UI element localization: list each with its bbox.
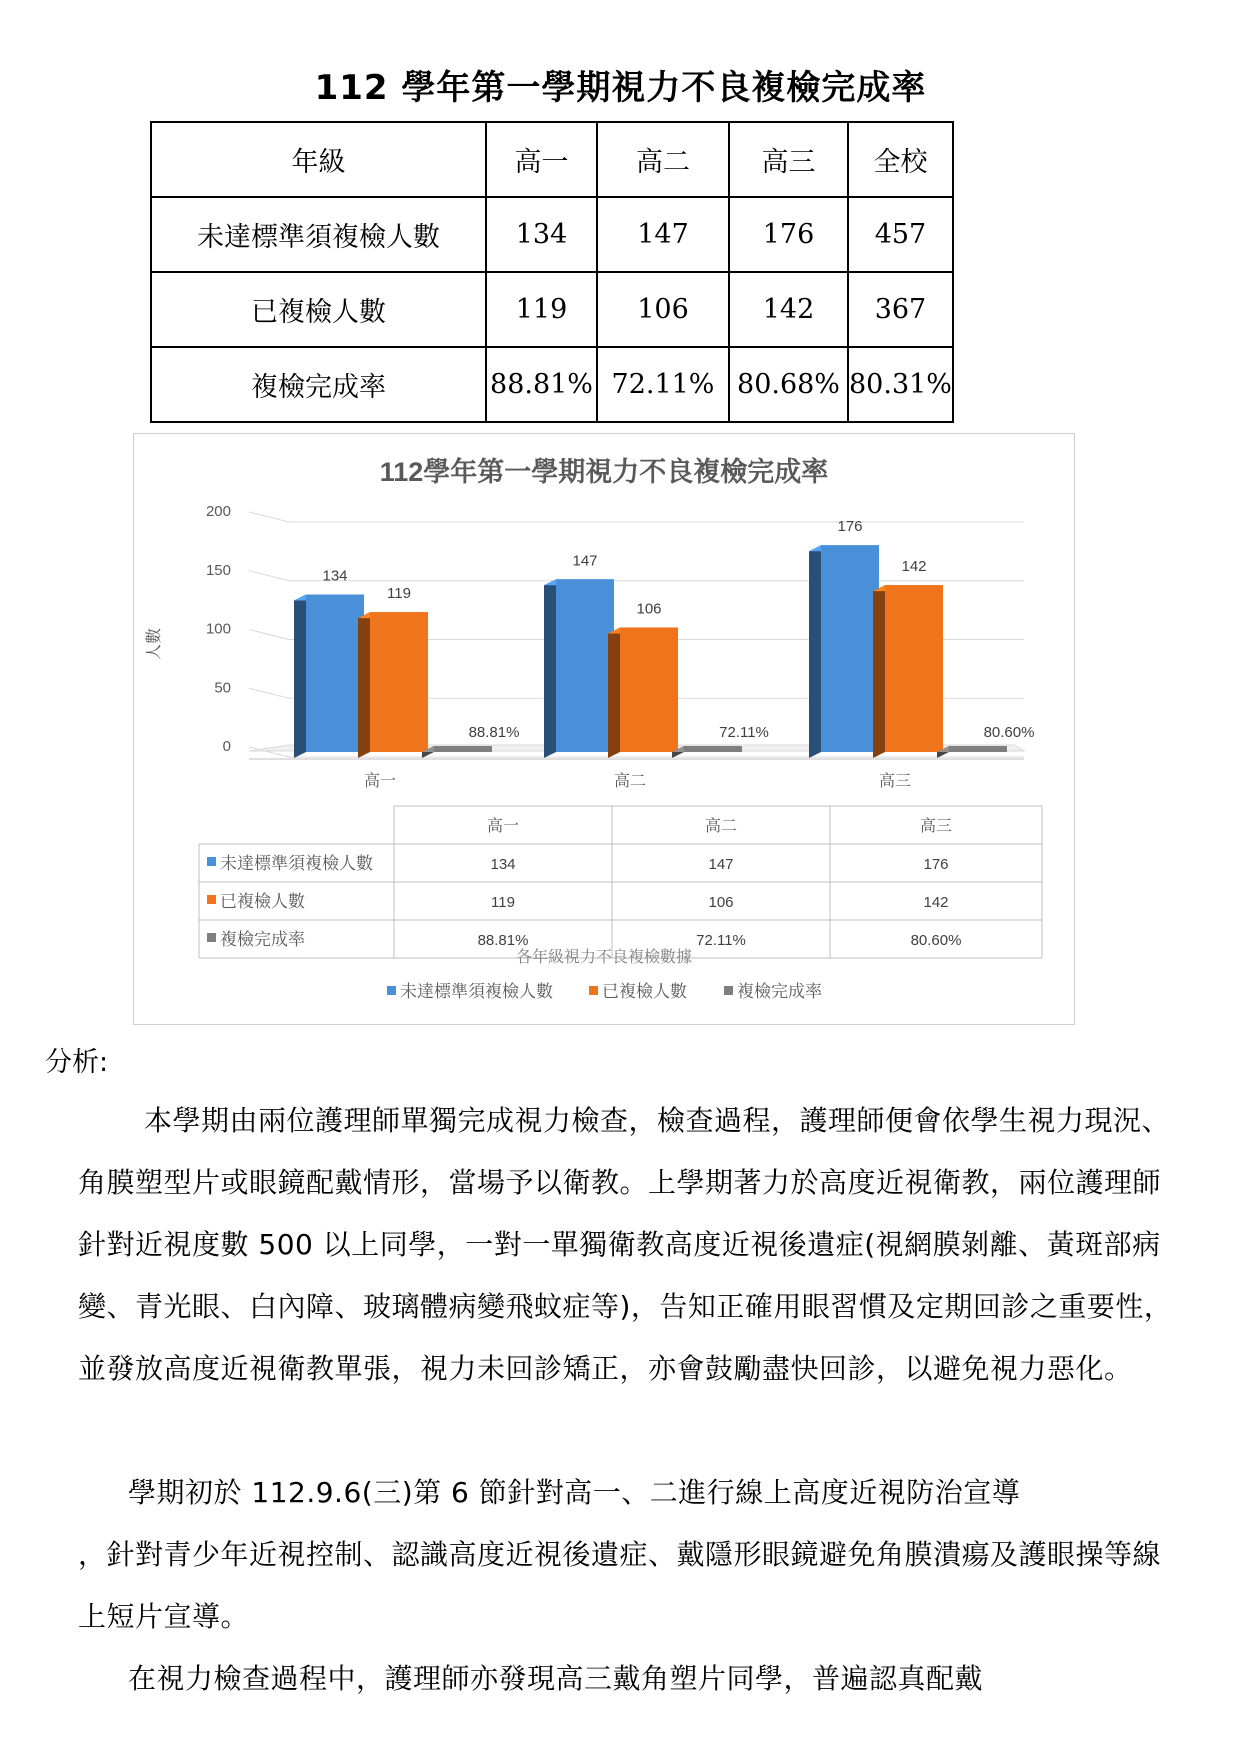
table-header: 高二 <box>704 818 738 835</box>
data-label: 80.60% <box>983 724 1035 741</box>
bar-side <box>809 545 821 758</box>
chart-container <box>133 433 1075 1025</box>
series-name: 未達標準須複檢人數 <box>220 854 373 873</box>
table-header-row <box>151 122 953 197</box>
bar <box>620 627 678 752</box>
series-name: 已複檢人數 <box>220 892 305 911</box>
table-value: 88.81% <box>477 932 529 949</box>
analysis-paragraph-2 <box>48 1462 1188 1648</box>
table-value: 147 <box>708 856 734 873</box>
legend-swatch <box>589 986 598 995</box>
table-cell: 367 <box>848 272 953 347</box>
legend-label: 已複檢人數 <box>602 982 687 1001</box>
table-cell: 134 <box>486 197 597 272</box>
analysis-heading: 分析: <box>45 1047 109 1078</box>
chart-title: 112學年第一學期視力不良複檢完成率 <box>379 457 829 487</box>
data-label: 142 <box>901 558 927 576</box>
table-header: 高三 <box>919 818 953 835</box>
legend-swatch <box>387 986 396 995</box>
gridline-slant <box>249 571 289 581</box>
gridline-slant <box>249 688 289 698</box>
paragraph-text: 本學期由兩位護理師單獨完成視力檢查，檢查過程，護理師便會依學生視力現況、角膜塑型片或眼鏡配戴情形，當場予以衛教。上學期著力於高度近視衛教，兩位護理師針對近視度數 500 以上同學，一對一單獨衛教高度近視後遺症(視網膜剝離、黃斑部病變、青光眼、白內障、玻璃體病變飛蚊症等)，告知正確用眼習慣及定期回診之重要性，並發放高度近視衛教單張，視力未回診矯正，亦會鼓勵盡快回診，以避免視力惡化。 <box>78 1104 1173 1385</box>
table-row <box>151 347 953 422</box>
table-cell: 457 <box>848 197 953 272</box>
analysis-paragraph-3 <box>128 1648 1188 1710</box>
bar-side <box>358 612 370 758</box>
gridline-slant <box>249 512 289 522</box>
x-tick-label: 高一 <box>363 773 397 790</box>
legend-key <box>207 933 216 942</box>
table-cell: 80.31% <box>848 347 953 422</box>
legend-label: 複檢完成率 <box>737 982 822 1001</box>
bar <box>434 746 492 752</box>
bar <box>949 746 1007 752</box>
row-label: 未達標準須複檢人數 <box>151 197 486 272</box>
bar-side <box>608 627 620 758</box>
series-name: 複檢完成率 <box>220 930 305 949</box>
y-tick-label: 50 <box>214 679 231 697</box>
table-cell: 142 <box>729 272 848 347</box>
table-row <box>151 272 953 347</box>
header-cell: 全校 <box>848 122 953 197</box>
x-tick-label: 高二 <box>613 773 647 790</box>
header-cell: 高三 <box>729 122 848 197</box>
table-header: 高一 <box>486 818 520 835</box>
data-label: 119 <box>387 585 411 603</box>
header-cell: 高一 <box>486 122 597 197</box>
legend-key <box>207 857 216 866</box>
table-value: 106 <box>708 894 734 911</box>
header-cell: 年級 <box>151 122 486 197</box>
data-label: 88.81% <box>468 724 520 741</box>
gridline-slant <box>249 630 289 640</box>
table-cell: 176 <box>729 197 848 272</box>
paragraph-text: 學期初於 112.9.6(三)第 6 節針對高一、二進行線上高度近視防治宣導 <box>128 1476 1021 1509</box>
table-value: 80.60% <box>910 932 962 949</box>
table-row <box>151 197 953 272</box>
data-label: 72.11% <box>719 724 769 741</box>
bar <box>684 746 742 752</box>
data-label: 147 <box>572 552 598 570</box>
table-cell: 88.81% <box>486 347 597 422</box>
table-cell: 106 <box>597 272 729 347</box>
table-cell: 72.11% <box>597 347 729 422</box>
legend-swatch <box>724 986 733 995</box>
legend-key <box>207 895 216 904</box>
bar-side <box>294 595 306 758</box>
data-label: 176 <box>837 518 863 536</box>
y-tick-label: 150 <box>205 561 231 579</box>
table-value: 119 <box>491 894 515 911</box>
row-label: 複檢完成率 <box>151 347 486 422</box>
table-cell: 80.68% <box>729 347 848 422</box>
document-title: 112 學年第一學期視力不良複檢完成率 <box>314 68 927 108</box>
bar <box>306 595 364 752</box>
y-tick-label: 0 <box>222 738 231 755</box>
table-cell: 119 <box>486 272 597 347</box>
bar <box>885 585 943 752</box>
x-axis-label: 各年級視力不良複檢數據 <box>515 949 693 966</box>
row-label: 已複檢人數 <box>151 272 486 347</box>
bar-side <box>873 585 885 758</box>
bar <box>370 612 428 752</box>
x-tick-label: 高三 <box>878 773 912 790</box>
header-cell: 高二 <box>597 122 729 197</box>
y-tick-label: 100 <box>205 620 231 638</box>
bar <box>556 579 614 752</box>
data-label: 134 <box>322 567 348 585</box>
table-value: 176 <box>923 856 949 873</box>
analysis-paragraph-1 <box>78 1090 1188 1400</box>
bar <box>821 545 879 752</box>
table-value: 142 <box>923 894 949 911</box>
y-tick-label: 200 <box>205 503 231 520</box>
table-value: 134 <box>490 856 516 873</box>
paragraph-text: ，針對青少年近視控制、認識高度近視後遺症、戴隱形眼鏡避免角膜潰瘍及護眼操等線上短片宣導。 <box>78 1538 1162 1633</box>
data-label: 106 <box>636 600 662 618</box>
bar-side <box>544 579 556 758</box>
recheck-stats-table <box>150 121 954 423</box>
paragraph-text: 在視力檢查過程中，護理師亦發現高三戴角塑片同學，普遍認真配戴 <box>128 1662 984 1695</box>
bar-chart <box>134 434 1074 1024</box>
table-value: 72.11% <box>696 932 746 949</box>
table-cell: 147 <box>597 197 729 272</box>
y-axis-label: 人數 <box>146 627 163 661</box>
legend-label: 未達標準須複檢人數 <box>400 982 553 1001</box>
